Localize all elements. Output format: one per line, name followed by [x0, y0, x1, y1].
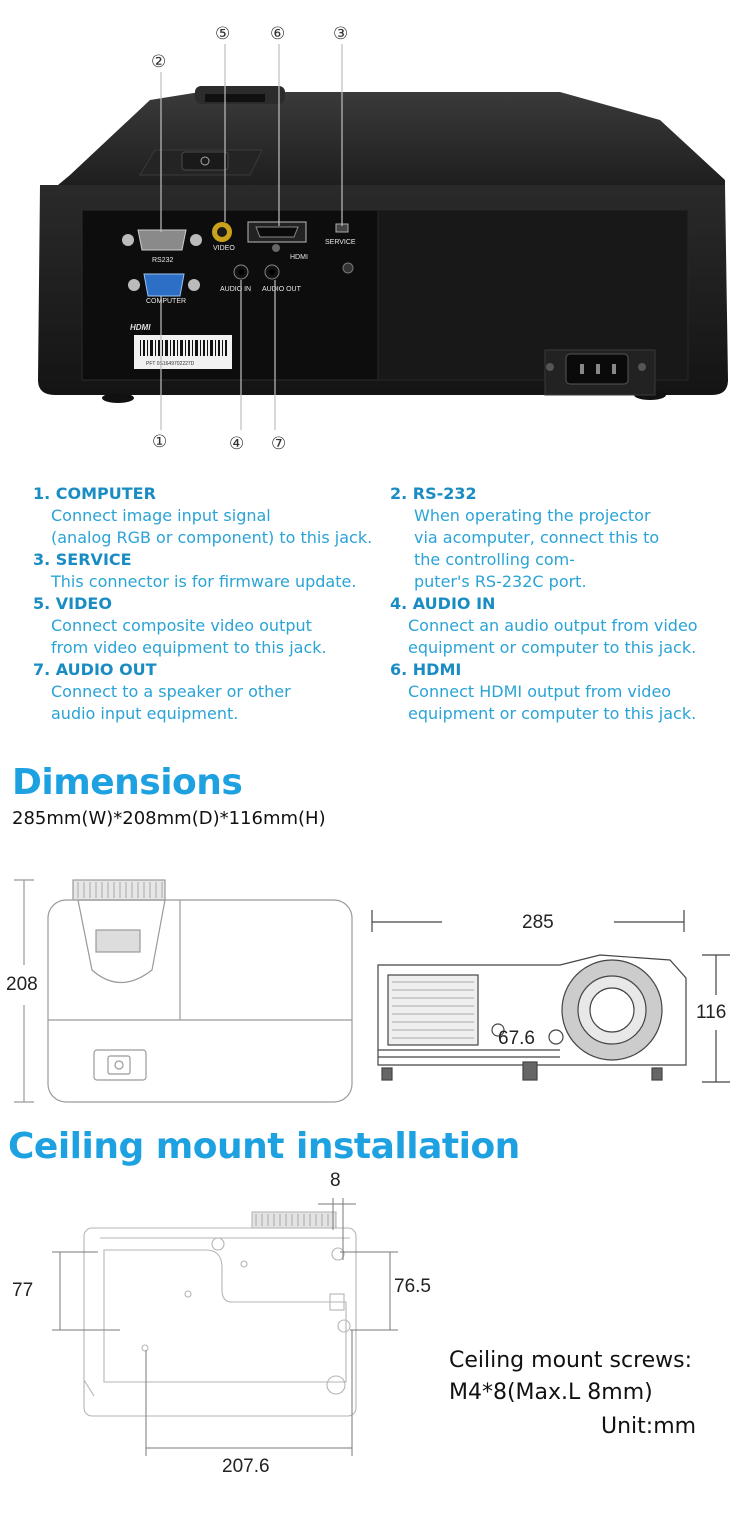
spec-title: 6. HDMI: [390, 660, 462, 679]
ceiling-unit-note: Unit:mm: [601, 1414, 697, 1439]
spec-line: audio input equipment.: [51, 704, 239, 723]
ceiling-note-line1: Ceiling mount screws:: [449, 1348, 693, 1373]
spec-item-computer: [33, 483, 388, 549]
computer-port-label: COMPUTER: [146, 298, 187, 305]
video-port-label: VIDEO: [213, 245, 235, 252]
front-view-drawing: [372, 910, 730, 1082]
spec-item-hdmi: [390, 659, 740, 725]
audio-in-port-label: AUDIO IN: [220, 286, 252, 293]
spec-list-right: [390, 483, 740, 725]
top-view-drawing: [14, 880, 352, 1102]
callout-5: ⑤: [215, 24, 231, 44]
barcode-text: PFT 0S1649702227D: [146, 361, 195, 367]
spec-line: equipment or computer to this jack.: [408, 638, 697, 657]
spec-line: the controlling com-: [414, 550, 576, 569]
dimensions-size-line: 285mm(W)*208mm(D)*116mm(H): [12, 808, 326, 829]
lens-offset-dimension: 67.6: [498, 1028, 535, 1049]
ceiling-mount-drawing: [0, 1190, 749, 1490]
audio-out-port-label: AUDIO OUT: [262, 286, 301, 293]
spec-line: Connect an audio output from video: [408, 616, 698, 635]
spec-item-video: [33, 593, 388, 659]
spec-title: 1. COMPUTER: [33, 484, 156, 503]
spec-title: 3. SERVICE: [33, 550, 132, 569]
rs232-port-label: RS232: [152, 257, 174, 264]
spec-line: from video equipment to this jack.: [51, 638, 327, 657]
spec-item-rs232: [390, 483, 740, 593]
spec-title: 7. AUDIO OUT: [33, 660, 157, 679]
ceiling-offset-top: 8: [330, 1170, 341, 1191]
ceiling-offset-bottom: 207.6: [222, 1456, 270, 1477]
projector-rear-photo: [0, 0, 749, 470]
spec-item-service: [33, 549, 388, 593]
spec-title: 2. RS-232: [390, 484, 477, 503]
hdmi-logo: HDMI: [130, 323, 151, 332]
width-dimension: 285: [522, 912, 554, 933]
callout-7: ⑦: [271, 434, 287, 454]
hdmi-port-label: HDMI: [290, 254, 308, 261]
ceiling-offset-right: 76.5: [394, 1276, 431, 1297]
spec-list-left: [33, 483, 388, 725]
spec-title: 4. AUDIO IN: [390, 594, 496, 613]
spec-line: Connect HDMI output from video: [408, 682, 672, 701]
spec-item-audio-out: [33, 659, 388, 725]
dimensions-title: Dimensions: [12, 762, 243, 803]
spec-line: Connect to a speaker or other: [51, 682, 291, 701]
spec-line: puter's RS-232C port.: [414, 572, 587, 591]
height-dimension: 116: [696, 1002, 727, 1023]
ceiling-mount-title: Ceiling mount installation: [8, 1126, 520, 1167]
spec-title: 5. VIDEO: [33, 594, 112, 613]
callout-1: ①: [152, 432, 168, 452]
spec-line: equipment or computer to this jack.: [408, 704, 697, 723]
dimension-drawings: [0, 860, 749, 1120]
spec-line: When operating the projector: [414, 506, 651, 525]
callout-2: ②: [151, 52, 167, 72]
service-port-label: SERVICE: [325, 239, 356, 246]
ceiling-note-line2: M4*8(Max.L 8mm): [449, 1380, 653, 1405]
spec-item-audio-in: [390, 593, 740, 659]
spec-line: Connect image input signal: [51, 506, 271, 525]
spec-line: (analog RGB or component) to this jack.: [51, 528, 373, 547]
callout-4: ④: [229, 434, 245, 454]
callout-3: ③: [333, 24, 349, 44]
projector-rear-illustration: [0, 0, 749, 470]
spec-line: Connect composite video output: [51, 616, 312, 635]
spec-line: via acomputer, connect this to: [414, 528, 660, 547]
spec-line: This connector is for firmware update.: [51, 572, 357, 591]
callout-6: ⑥: [270, 24, 286, 44]
depth-dimension: 208: [6, 974, 38, 995]
ceiling-offset-left: 77: [12, 1280, 34, 1301]
